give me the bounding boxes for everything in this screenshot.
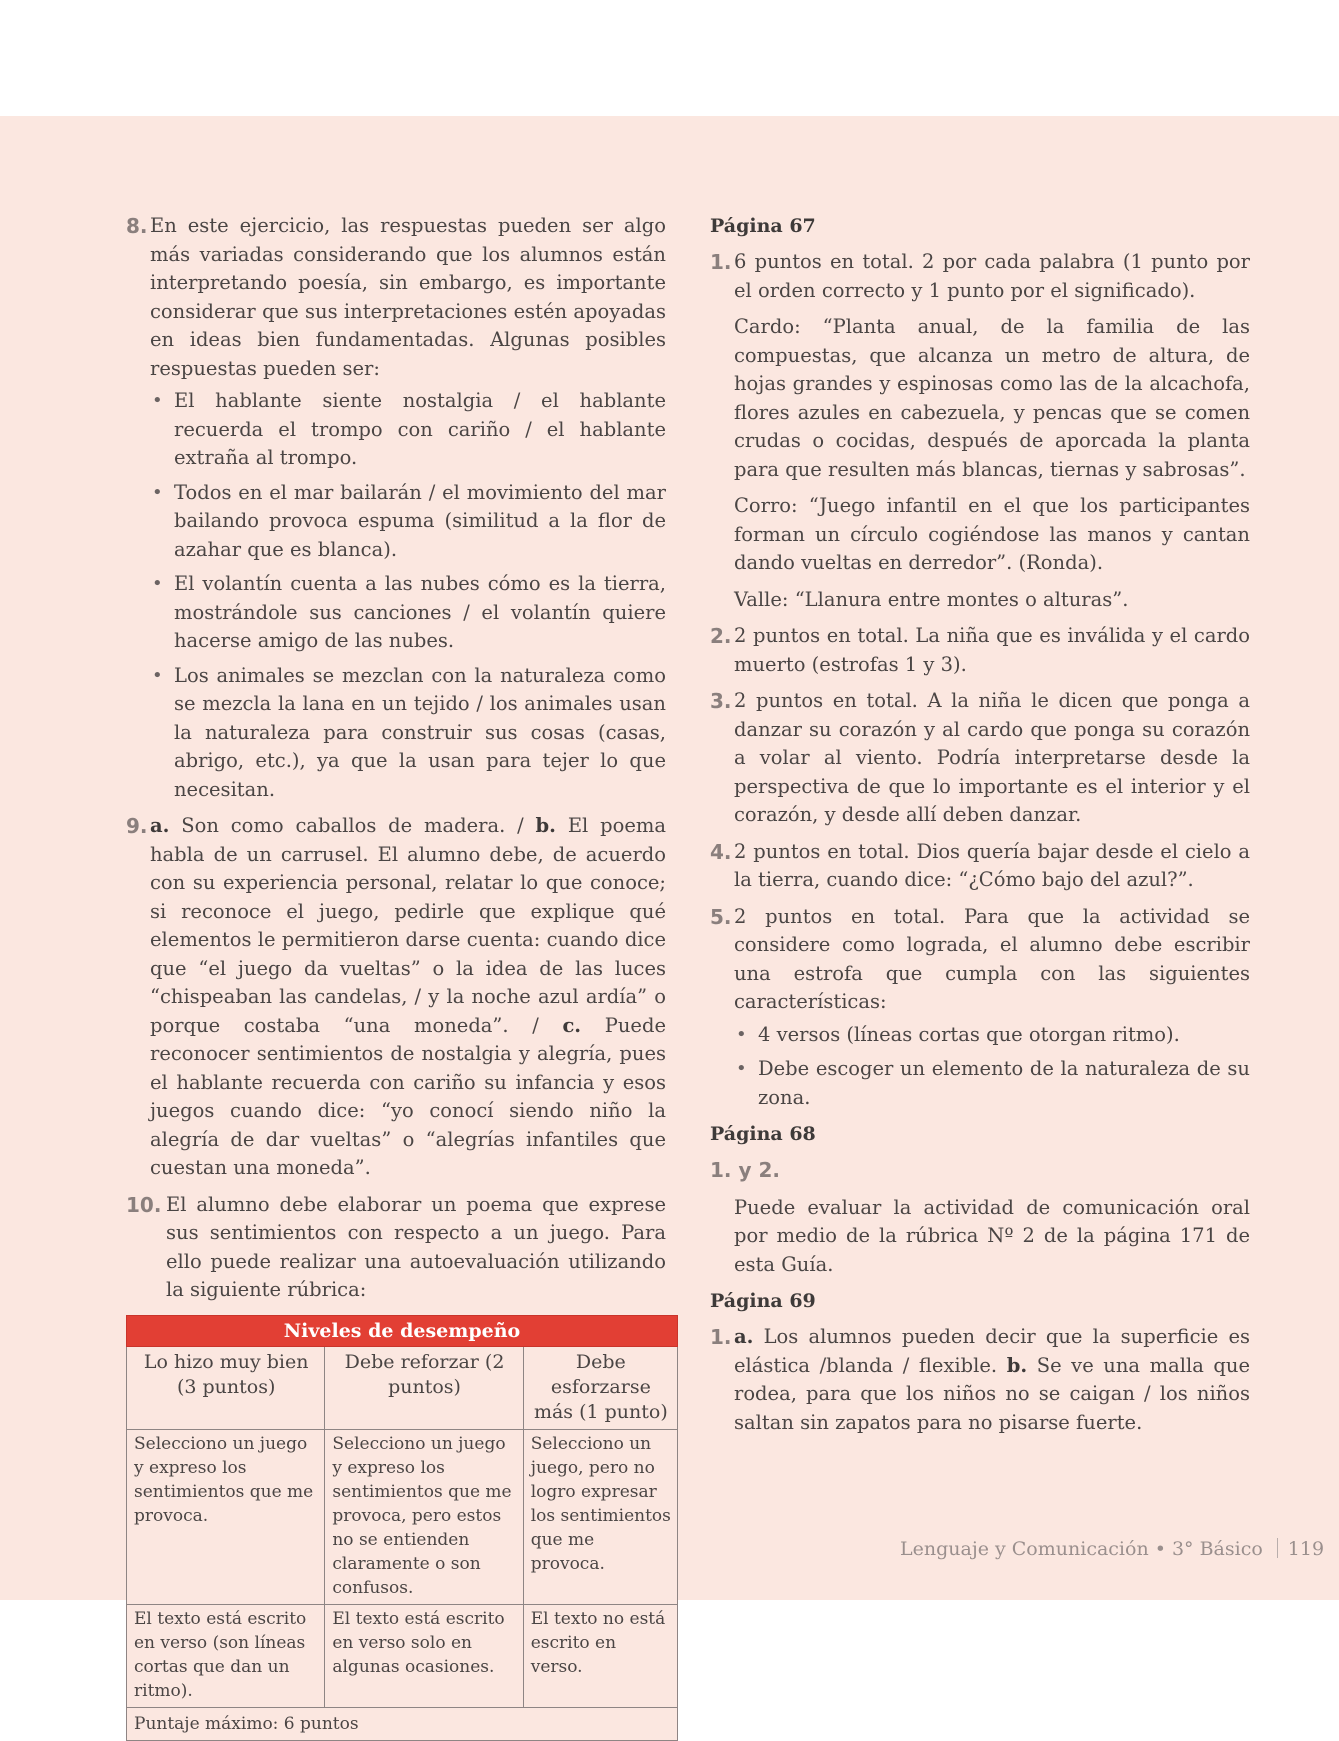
p67-answer-2 bbox=[710, 622, 1250, 679]
answer-number: 9. bbox=[126, 814, 148, 838]
answer-number: 3. bbox=[710, 689, 732, 713]
right-column bbox=[710, 212, 1250, 1445]
p67-answer-1 bbox=[710, 248, 1250, 614]
answer-number: 1. y 2. bbox=[710, 1158, 780, 1182]
footer-subject: Lenguaje y Comunicación • 3° Básico bbox=[900, 1538, 1263, 1560]
table-cell: El texto está escrito en verso solo en algunas ocasiones. bbox=[325, 1604, 523, 1707]
rubric-footer: Puntaje máximo: 6 puntos bbox=[127, 1707, 678, 1740]
definition-valle: Valle: “Llanura entre montes o alturas”. bbox=[734, 587, 1129, 611]
p68-answer-text: Puede evaluar la actividad de comunicación oral por medio de la rúbrica Nº 2 de la página 171 de esta Guía. bbox=[734, 1195, 1250, 1276]
table-cell: El texto está escrito en verso (son líneas cortas que dan un ritmo). bbox=[127, 1604, 325, 1707]
left-column bbox=[126, 212, 671, 1741]
rubric-header: Lo hizo muy bien (3 puntos) bbox=[127, 1346, 325, 1429]
list-item: • El volantín cuenta a las nubes cómo es la tierra, mostrándole sus canciones / el volantín quiere hacerse amigo de las nubes. bbox=[150, 570, 666, 656]
p69-answer-1-text bbox=[734, 1323, 1250, 1437]
part-a-label: a. bbox=[734, 1325, 754, 1348]
list-item: • Debe escoger un elemento de la naturaleza de su zona. bbox=[734, 1055, 1250, 1112]
table-row bbox=[127, 1429, 678, 1604]
part-a-text: Son como caballos de madera. / bbox=[169, 814, 536, 837]
definition-cardo: Cardo: “Planta anual, de la familia de las compuestas, que alcanza un metro de altura, de hojas grandes y espinosas como las de la alcachofa, flores azules en cabezuela, y pencas que se comen crudas o cocidas, después de aporcada la planta para que resulten más blancas, tiernas y sabrosas”. bbox=[734, 315, 1250, 481]
footer-divider bbox=[1277, 1538, 1278, 1558]
p67-answer-2-text: 2 puntos en total. La niña que es inválida y el cardo muerto (estrofas 1 y 3). bbox=[734, 624, 1250, 676]
table-row bbox=[127, 1604, 678, 1707]
p67-answer-4 bbox=[710, 838, 1250, 895]
part-a-label: a. bbox=[150, 814, 170, 837]
part-b-label: b. bbox=[535, 814, 556, 837]
p67-answer-5 bbox=[710, 903, 1250, 1113]
p67-answer-1-text: 6 puntos en total. 2 por cada palabra (1 punto por el orden correcto y 1 punto por el significado). bbox=[734, 250, 1250, 302]
page-number: 119 bbox=[1287, 1538, 1325, 1560]
page-69-heading: Página 69 bbox=[710, 1290, 816, 1312]
answer-8-intro: En este ejercicio, las respuestas pueden ser algo más variadas considerando que los alumnos están interpretando poesía, sin embargo, es importante considerar que sus interpretaciones estén apoyadas en ideas bien fundamentadas. Algunas posibles respuestas pueden ser: bbox=[150, 214, 666, 380]
table-cell: El texto no está escrito en verso. bbox=[523, 1604, 677, 1707]
rubric-header: Debe reforzar (2 puntos) bbox=[325, 1346, 523, 1429]
page-68-heading: Página 68 bbox=[710, 1123, 816, 1145]
answer-number: 1. bbox=[710, 1325, 732, 1349]
list-item: • Todos en el mar bailarán / el movimiento del mar bailando provoca espuma (similitud a la flor de azahar que es blanca). bbox=[150, 479, 666, 565]
part-c-text: Puede reconocer sentimientos de nostalgia y alegría, pues el hablante recuerda con cariño su infancia y esos juegos cuando dice: “yo conocí siendo niño la alegría de dar vueltas” o “alegrías infantiles que cuestan una moneda”. bbox=[150, 1013, 666, 1179]
definition-corro: Corro: “Juego infantil en el que los participantes forman un círculo cogiéndose las manos y cantan dando vueltas en derredor”. (Ronda). bbox=[734, 494, 1250, 574]
p67-answer-5-text: 2 puntos en total. Para que la actividad se considere como lograda, el alumno debe escribir una estrofa que cumpla con las siguientes características: bbox=[734, 904, 1250, 1013]
table-cell: Selecciono un juego y expreso los sentimientos que me provoca, pero estos no se entienden claramente o son confusos. bbox=[325, 1429, 523, 1604]
answer-number: 2. bbox=[710, 624, 732, 648]
page-footer bbox=[900, 1538, 1324, 1560]
answer-number: 10. bbox=[126, 1192, 162, 1217]
part-b-label: b. bbox=[1006, 1353, 1028, 1377]
rubric-table bbox=[126, 1315, 678, 1741]
answer-number: 4. bbox=[710, 839, 732, 864]
p67-answer-5-bullets bbox=[734, 1021, 1250, 1113]
part-a-text: Los alumnos pueden decir que la superficie es elástica /blanda / flexible. bbox=[734, 1325, 1250, 1377]
part-b-text: El poema habla de un carrusel. El alumno debe, de acuerdo con su experiencia personal, relatar lo que conoce; si reconoce el juego, pedirle que explique qué elementos le permitieron darse cuenta: cuando dice que “el juego da vueltas” o la idea de las luces “chispeaban las candelas, / y la noche azul ardía” o porque costaba “una moneda”. / bbox=[150, 814, 666, 1037]
answer-9 bbox=[126, 812, 666, 1183]
answer-10 bbox=[126, 1191, 666, 1305]
answer-10-text: El alumno debe elaborar un poema que exprese sus sentimientos con respecto a un juego. Para ello puede realizar una autoevaluación utilizando la siguiente rúbrica: bbox=[166, 1192, 666, 1301]
answer-number: 1. bbox=[710, 250, 732, 274]
page-67-heading: Página 67 bbox=[710, 215, 816, 237]
list-item: • 4 versos (líneas cortas que otorgan ritmo). bbox=[734, 1021, 1250, 1050]
answer-8 bbox=[126, 212, 666, 804]
table-cell: Selecciono un juego, pero no logro expresar los sentimientos que me provoca. bbox=[523, 1429, 677, 1604]
answer-number: 8. bbox=[126, 214, 148, 238]
list-item: • Los animales se mezclan con la naturaleza como se mezcla la lana en un tejido / los animales usan la naturaleza para construir sus cosas (casas, abrigo, etc.), ya que la usan para tejer lo que necesitan. bbox=[150, 662, 666, 805]
p69-answer-1 bbox=[710, 1323, 1250, 1437]
p67-answer-3-text: 2 puntos en total. A la niña le dicen que ponga a danzar su corazón y al cardo que ponga su corazón a volar al viento. Podría interpretarse desde la perspectiva de que lo importante es el interior y el corazón, y desde allí deben danzar. bbox=[734, 689, 1250, 826]
answer-8-bullets bbox=[150, 387, 666, 804]
part-b-text: Se ve una malla que rodea, para que los niños no se caigan / los niños saltan sin zapatos para no pisarse fuerte. bbox=[734, 1353, 1250, 1434]
p68-answer bbox=[710, 1156, 1250, 1279]
part-c-label: c. bbox=[562, 1013, 582, 1037]
rubric-header: Debe esforzarse más (1 punto) bbox=[523, 1346, 677, 1429]
rubric-title: Niveles de desempeño bbox=[127, 1315, 678, 1346]
p67-answer-4-text: 2 puntos en total. Dios quería bajar desde el cielo a la tierra, cuando dice: “¿Cómo bajo del azul?”. bbox=[734, 839, 1250, 891]
answer-number: 5. bbox=[710, 904, 732, 929]
table-cell: Selecciono un juego y expreso los sentimientos que me provoca. bbox=[127, 1429, 325, 1604]
answer-9-text bbox=[150, 812, 666, 1183]
p67-answer-3 bbox=[710, 687, 1250, 830]
list-item: • El hablante siente nostalgia / el hablante recuerda el trompo con cariño / el hablante extraña al trompo. bbox=[150, 387, 666, 473]
